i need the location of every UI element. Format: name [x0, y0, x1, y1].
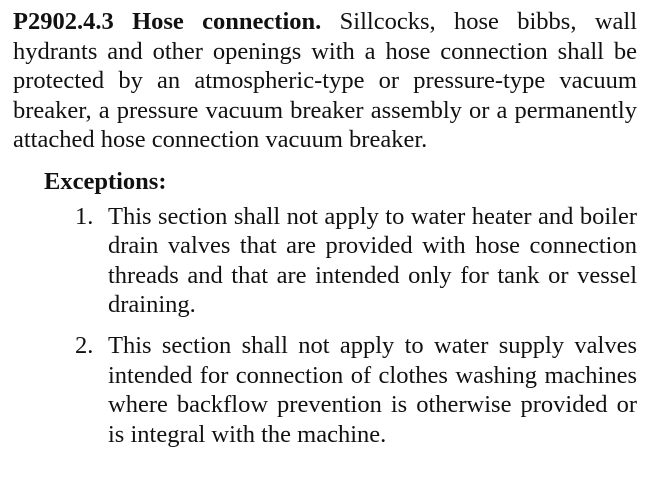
- section-body: Sillcocks, hose bibbs, wall hydrants and other openings with a hose connection shall be protected by an atmospheric-type or pressure-type vacuum breaker, a pressure vacuum breaker assembly or a permanently attached hose connection vacuum breaker.: [13, 8, 638, 154]
- section-number: P2902.4.3: [13, 8, 114, 35]
- section-paragraph: [13, 7, 637, 155]
- exceptions-list: [13, 202, 637, 450]
- section-title: Hose connection.: [132, 8, 322, 35]
- exception-number: 2.: [75, 331, 94, 359]
- exception-item: [13, 331, 637, 449]
- exception-item: [13, 202, 637, 320]
- document-page: [13, 7, 637, 460]
- exceptions-heading: Exceptions:: [44, 167, 167, 195]
- exception-number: 1.: [75, 202, 94, 230]
- exception-text: This section shall not apply to water supply valves intended for connection of clothes washing machines where backflow prevention is otherwise provided or is integral with the machine.: [108, 331, 637, 448]
- exception-text: This section shall not apply to water heater and boiler drain valves that are provided with hose connection threads and that are intended only for tank or vessel draining.: [108, 202, 637, 319]
